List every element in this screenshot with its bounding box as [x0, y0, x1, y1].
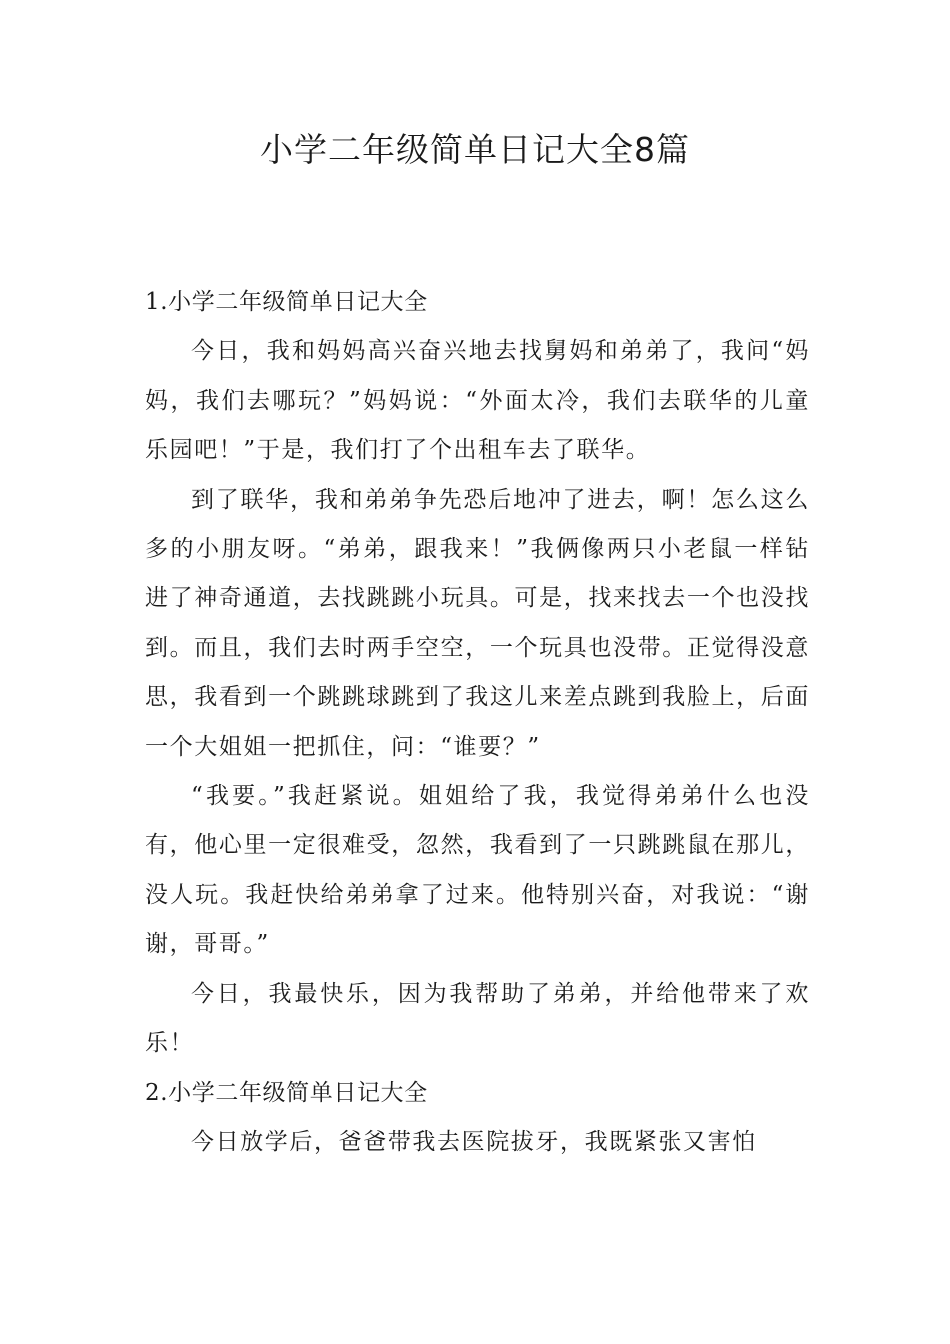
section-heading: 1.小学二年级简单日记大全 — [145, 289, 428, 315]
paragraph: 今日放学后，爸爸带我去医院拔牙，我既紧张又害怕 — [191, 1128, 757, 1155]
paragraph: 到了联华，我和弟弟争先恐后地冲了进去，啊！怎么这么多的小朋友呀。“弟弟，跟我来！”我俩像两只小老鼠一样钻进了神奇通道，去找跳跳小玩具。可是，找来找去一个也没找到。而且，我们去时两手空空，一个玩具也没带。正觉得没意思，我看到一个跳跳球跳到了我这儿来差点跳到我脸上，后面一个大姐姐一把抓住，问：“谁要？” — [145, 486, 810, 760]
paragraph: 今日，我和妈妈高兴奋兴地去找舅妈和弟弟了，我问“妈妈，我们去哪玩？”妈妈说：“外面太冷，我们去联华的儿童乐园吧！”于是，我们打了个出租车去了联华。 — [145, 338, 810, 464]
paragraph: 今日，我最快乐，因为我帮助了弟弟，并给他带来了欢乐！ — [145, 980, 810, 1057]
document-title: 小学二年级简单日记大全8篇 — [260, 130, 690, 169]
diary-section-2 — [145, 1069, 810, 1168]
section-heading: 2.小学二年级简单日记大全 — [145, 1079, 428, 1106]
diary-section-1 — [145, 278, 810, 1069]
document-body — [145, 278, 810, 1167]
paragraph: “我要。”我赶紧说。姐姐给了我，我觉得弟弟什么也没有，他心里一定很难受，忽然，我看到了一只跳跳鼠在那儿，没人玩。我赶快给弟弟拿了过来。他特别兴奋，对我说：“谢谢，哥哥。” — [145, 783, 810, 958]
